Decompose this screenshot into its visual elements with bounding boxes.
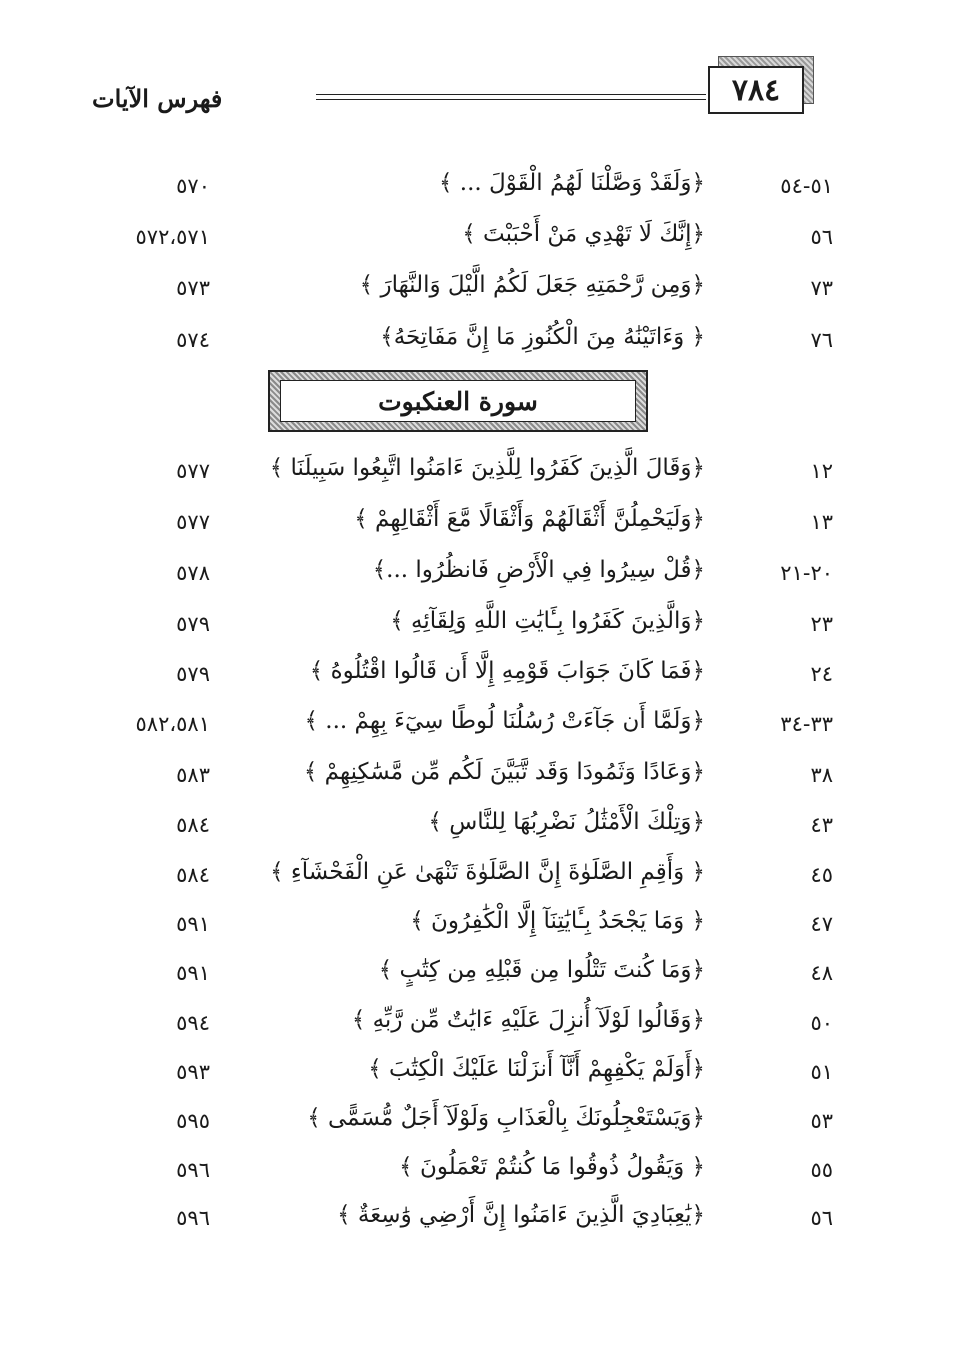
index-row <box>0 1005 953 1045</box>
ayah-text: ﴿وَلَقَدْ وَصَّلْنَا لَهُمُ الْقَوْلَ ... ﴾ <box>438 170 705 196</box>
ayah-number: ٤٣ <box>810 813 833 837</box>
ayah-text: ﴿وَمَا كُنتَ تَتْلُوا مِن قَبْلِهِ مِن كِتَٰبٍ ﴾ <box>378 957 705 983</box>
ayah-text: ﴿وَعَادًا وَثَمُودَا وَقَد تَّبَيَّنَ لَكُم مِّن مَّسَٰكِنِهِمْ ﴾ <box>303 759 705 785</box>
ayah-number: ٥٦ <box>810 1206 833 1230</box>
ayah-number: ٥٥ <box>810 1158 833 1182</box>
page-number: ٧٨٤ <box>708 66 804 114</box>
page-reference: ٥٧٧ <box>176 459 210 483</box>
ayah-text: ﴿وَتِلْكَ الْأَمْثَٰلُ نَضْرِبُهَا لِلنَّاسِ ﴾ <box>428 809 705 835</box>
index-row <box>0 706 953 746</box>
index-row <box>0 270 953 310</box>
index-row <box>0 1152 953 1192</box>
ayah-text: ﴿وَقَالُوا لَوْلَآ أُنزِلَ عَلَيْهِ ءَايَٰتٌ مِّن رَّبِّهِ ﴾ <box>351 1007 705 1033</box>
index-row <box>0 606 953 646</box>
page-reference: ٥٩١ <box>176 912 210 936</box>
index-row <box>0 322 953 362</box>
surah-heading: سورة العنكبوت <box>280 380 636 422</box>
page-reference: ٥٩١ <box>176 961 210 985</box>
index-row <box>0 656 953 696</box>
ayah-text: ﴿وَمِن رَّحْمَتِهِ جَعَلَ لَكُمُ الَّيْلَ وَالنَّهَارَ ﴾ <box>359 272 705 298</box>
ayah-text: ﴿ وَأَقِمِ الصَّلَوٰةَ إِنَّ الصَّلَوٰةَ تَنْهَىٰ عَنِ الْفَحْشَآءِ ﴾ <box>270 859 705 885</box>
ayah-number: ١٣ <box>810 510 833 534</box>
page-reference: ٥٧٩ <box>176 612 210 636</box>
ayah-number: ٥٣ <box>810 1109 833 1133</box>
page-reference: ٥٩٥ <box>176 1109 210 1133</box>
ayah-number: ٤٥ <box>810 863 833 887</box>
ayah-number: ٥٠ <box>810 1011 833 1035</box>
page-reference: ٥٨٣ <box>176 763 210 787</box>
page-reference: ٥٧٣ <box>176 276 210 300</box>
ayah-number: ٢٤ <box>810 662 833 686</box>
index-row <box>0 757 953 797</box>
page-reference: ٥٩٣ <box>176 1060 210 1084</box>
ayah-number: ٤٧ <box>810 912 833 936</box>
index-row <box>0 857 953 897</box>
ayah-number: ٣٣-٣٤ <box>780 712 833 736</box>
surah-heading-frame <box>268 370 648 432</box>
page-reference: ٥٧٤ <box>176 328 210 352</box>
ayah-text: ﴿إِنَّكَ لَا تَهْدِي مَنْ أَحْبَبْتَ ﴾ <box>462 221 705 247</box>
index-row <box>0 168 953 208</box>
header-rule <box>316 94 706 95</box>
index-row <box>0 1200 953 1240</box>
ayah-number: ٧٦ <box>810 328 833 352</box>
ayah-text: ﴿وَلَمَّا أَن جَآءَتْ رُسُلُنَا لُوطًا سِيٓءَ بِهِمْ ... ﴾ <box>304 708 705 734</box>
index-row <box>0 807 953 847</box>
ayah-number: ٣٨ <box>810 763 833 787</box>
page-reference: ٥٧٢،٥٧١ <box>135 225 210 249</box>
ayah-text: ﴿وَلَيَحْمِلُنَّ أَثْقَالَهُمْ وَأَثْقَالًا مَّعَ أَثْقَالِهِمْ ﴾ <box>354 506 705 532</box>
ayah-text: ﴿ وَيَقُولُ ذُوقُوا مَا كُنتُمْ تَعْمَلُونَ ﴾ <box>399 1154 705 1180</box>
ayah-number: ٧٣ <box>810 276 833 300</box>
page-reference: ٥٩٦ <box>176 1158 210 1182</box>
page-reference: ٥٧٠ <box>176 174 210 198</box>
ayah-text: ﴿وَقَالَ الَّذِينَ كَفَرُوا لِلَّذِينَ ءَامَنُوا اتَّبِعُوا سَبِيلَنَا ﴾ <box>269 455 705 481</box>
page-reference: ٥٧٩ <box>176 662 210 686</box>
index-row <box>0 453 953 493</box>
page-reference: ٥٨٢،٥٨١ <box>135 712 210 736</box>
ayah-text: ﴿أَوَلَمْ يَكْفِهِمْ أَنَّآ أَنزَلْنَا عَلَيْكَ الْكِتَٰبَ ﴾ <box>368 1056 705 1082</box>
page-reference: ٥٧٨ <box>176 561 210 585</box>
ayah-number: ١٢ <box>810 459 833 483</box>
ayah-number: ٥٦ <box>810 225 833 249</box>
index-row <box>0 955 953 995</box>
index-row <box>0 555 953 595</box>
ayah-number: ٤٨ <box>810 961 833 985</box>
ayah-number: ٢٣ <box>810 612 833 636</box>
page-reference: ٥٧٧ <box>176 510 210 534</box>
ayah-number: ٢٠-٢١ <box>780 561 833 585</box>
page-reference: ٥٩٦ <box>176 1206 210 1230</box>
ayah-text: ﴿وَيَسْتَعْجِلُونَكَ بِالْعَذَابِ وَلَوْلَآ أَجَلٌ مُّسَمًّى ﴾ <box>307 1105 705 1131</box>
ayah-text: ﴿ وَمَا يَجْحَدُ بِـَٔايَٰتِنَآ إِلَّا الْكَٰفِرُونَ ﴾ <box>410 908 705 934</box>
index-row <box>0 504 953 544</box>
page-reference: ٥٩٤ <box>176 1011 210 1035</box>
ayah-text: ﴿ وَءَاتَيْنَٰهُ مِنَ الْكُنُوزِ مَا إِنَّ مَفَاتِحَهُ﴾ <box>380 324 705 350</box>
index-row <box>0 1054 953 1094</box>
ayah-text: ﴿وَالَّذِينَ كَفَرُوا بِـَٔايَٰتِ اللَّهِ وَلِقَآئِهِ ﴾ <box>390 608 705 634</box>
page-reference: ٥٨٤ <box>176 863 210 887</box>
ayah-text: ﴿قُلْ سِيرُوا فِي الْأَرْضِ فَانظُرُوا ...﴾ <box>372 557 705 583</box>
page-reference: ٥٨٤ <box>176 813 210 837</box>
header-rule <box>316 99 706 100</box>
index-title: فهرس الآيات <box>92 84 223 113</box>
ayah-text: ﴿فَمَا كَانَ جَوَابَ قَوْمِهِ إِلَّا أَن قَالُوا اقْتُلُوهُ ﴾ <box>309 658 705 684</box>
index-row <box>0 906 953 946</box>
index-row <box>0 219 953 259</box>
index-row <box>0 1103 953 1143</box>
ayah-number: ٥١-٥٤ <box>780 174 833 198</box>
ayah-text: ﴿يَٰعِبَادِيَ الَّذِينَ ءَامَنُوا إِنَّ أَرْضِي وَٰسِعَةٌ ﴾ <box>337 1202 705 1228</box>
ayah-number: ٥١ <box>810 1060 833 1084</box>
